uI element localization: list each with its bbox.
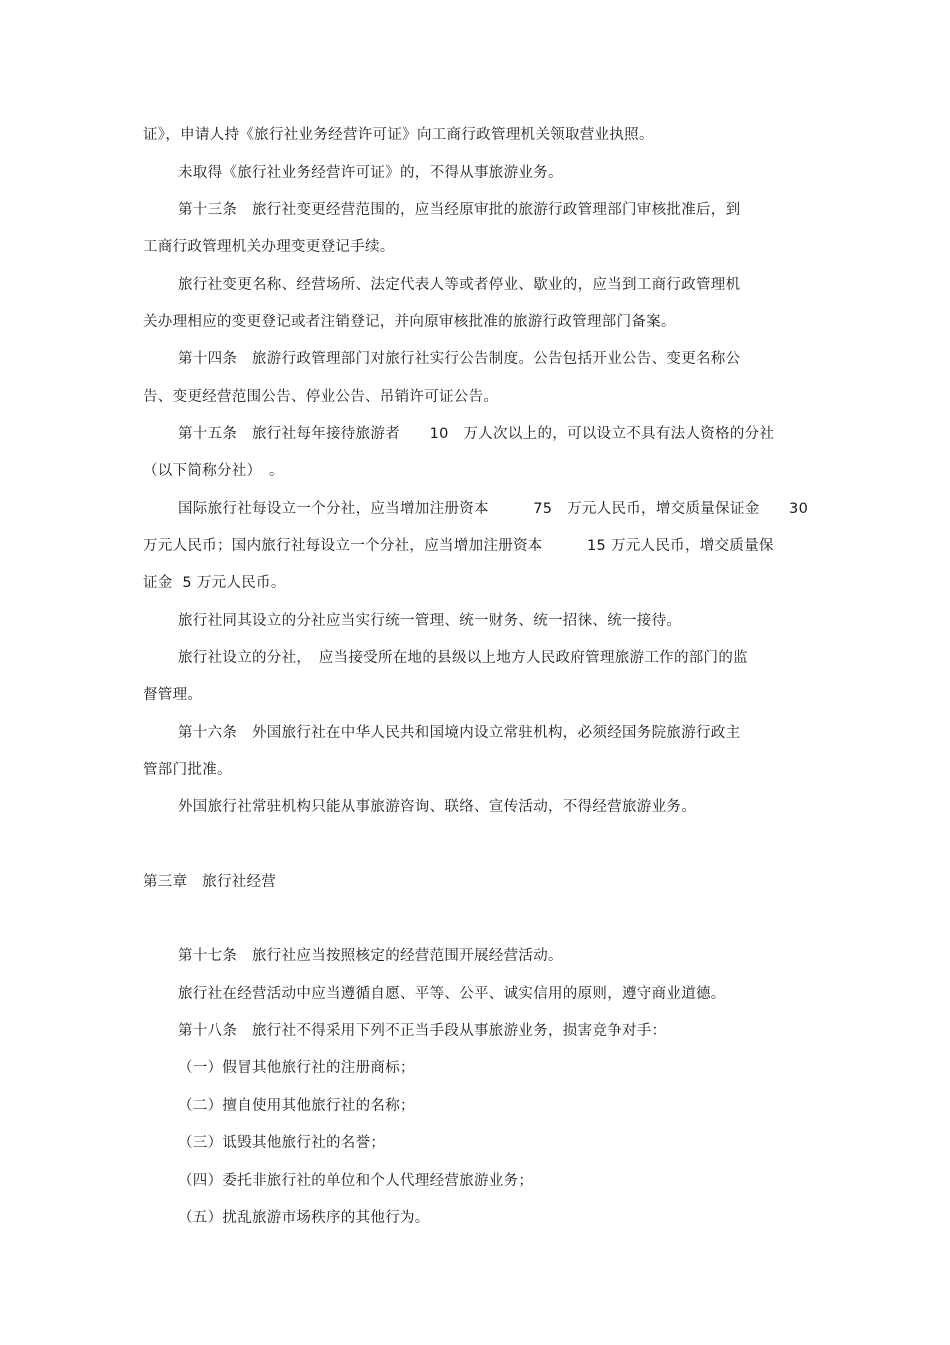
text-line: 国际旅行社每设立一个分社，应当增加注册资本 75 万元人民币，增交质量保证金 30 (178, 501, 809, 517)
text-line: 管部门批准。 (143, 762, 232, 778)
text-line: 第十八条 旅行社不得采用下列不正当手段从事旅游业务，损害竞争对手： (178, 1023, 667, 1039)
list-item: （二）擅自使用其他旅行社的名称； (178, 1098, 415, 1114)
text-line: 外国旅行社常驻机构只能从事旅游咨询、联络、宣传活动，不得经营旅游业务。 (178, 799, 696, 815)
text-line: 旅行社在经营活动中应当遵循自愿、平等、公平、诚实信用的原则，遵守商业道德。 (178, 986, 726, 1002)
text-line: 第十四条 旅游行政管理部门对旅行社实行公告制度。公告包括开业公告、变更名称公 (178, 351, 741, 367)
text-line: （以下简称分社） 。 (143, 463, 284, 479)
text-line: 工商行政管理机关办理变更登记手续。 (143, 239, 395, 255)
text-line: 督管理。 (143, 687, 203, 703)
text-line: 未取得《旅行社业务经营许可证》的，不得从事旅游业务。 (178, 165, 563, 181)
list-item: （五）扰乱旅游市场秩序的其他行为。 (178, 1210, 430, 1226)
text-line: 万元人民币；国内旅行社每设立一个分社，应当增加注册资本 15 万元人民币，增交质量保 (143, 538, 774, 554)
text-line: 第十三条 旅行社变更经营范围的，应当经原审批的旅游行政管理部门审核批准后，到 (178, 202, 741, 218)
list-item: （一）假冒其他旅行社的注册商标； (178, 1060, 415, 1076)
text-line: 告、变更经营范围公告、停业公告、吊销许可证公告。 (143, 389, 499, 405)
text-line: 证金 5 万元人民币。 (143, 575, 286, 591)
text-line: 第十六条 外国旅行社在中华人民共和国境内设立常驻机构，必须经国务院旅游行政主 (178, 725, 741, 741)
text-line: 第十五条 旅行社每年接待旅游者 10 万人次以上的，可以设立不具有法人资格的分社 (178, 426, 775, 442)
text-line: 旅行社设立的分社， 应当接受所在地的县级以上地方人民政府管理旅游工作的部门的监 (178, 650, 748, 666)
chapter-heading: 第三章 旅行社经营 (143, 874, 277, 890)
text-line: 旅行社变更名称、经营场所、法定代表人等或者停业、歇业的，应当到工商行政管理机 (178, 277, 741, 293)
text-line: 证》，申请人持《旅行社业务经营许可证》向工商行政管理机关领取营业执照。 (143, 127, 654, 143)
list-item: （四）委托非旅行社的单位和个人代理经营旅游业务； (178, 1173, 534, 1189)
text-line: 旅行社同其设立的分社应当实行统一管理、统一财务、统一招徕、统一接待。 (178, 613, 682, 629)
text-line: 第十七条 旅行社应当按照核定的经营范围开展经营活动。 (178, 948, 563, 964)
list-item: （三）诋毁其他旅行社的名誉； (178, 1135, 386, 1151)
text-line: 关办理相应的变更登记或者注销登记，并向原审核批准的旅游行政管理部门备案。 (143, 314, 676, 330)
